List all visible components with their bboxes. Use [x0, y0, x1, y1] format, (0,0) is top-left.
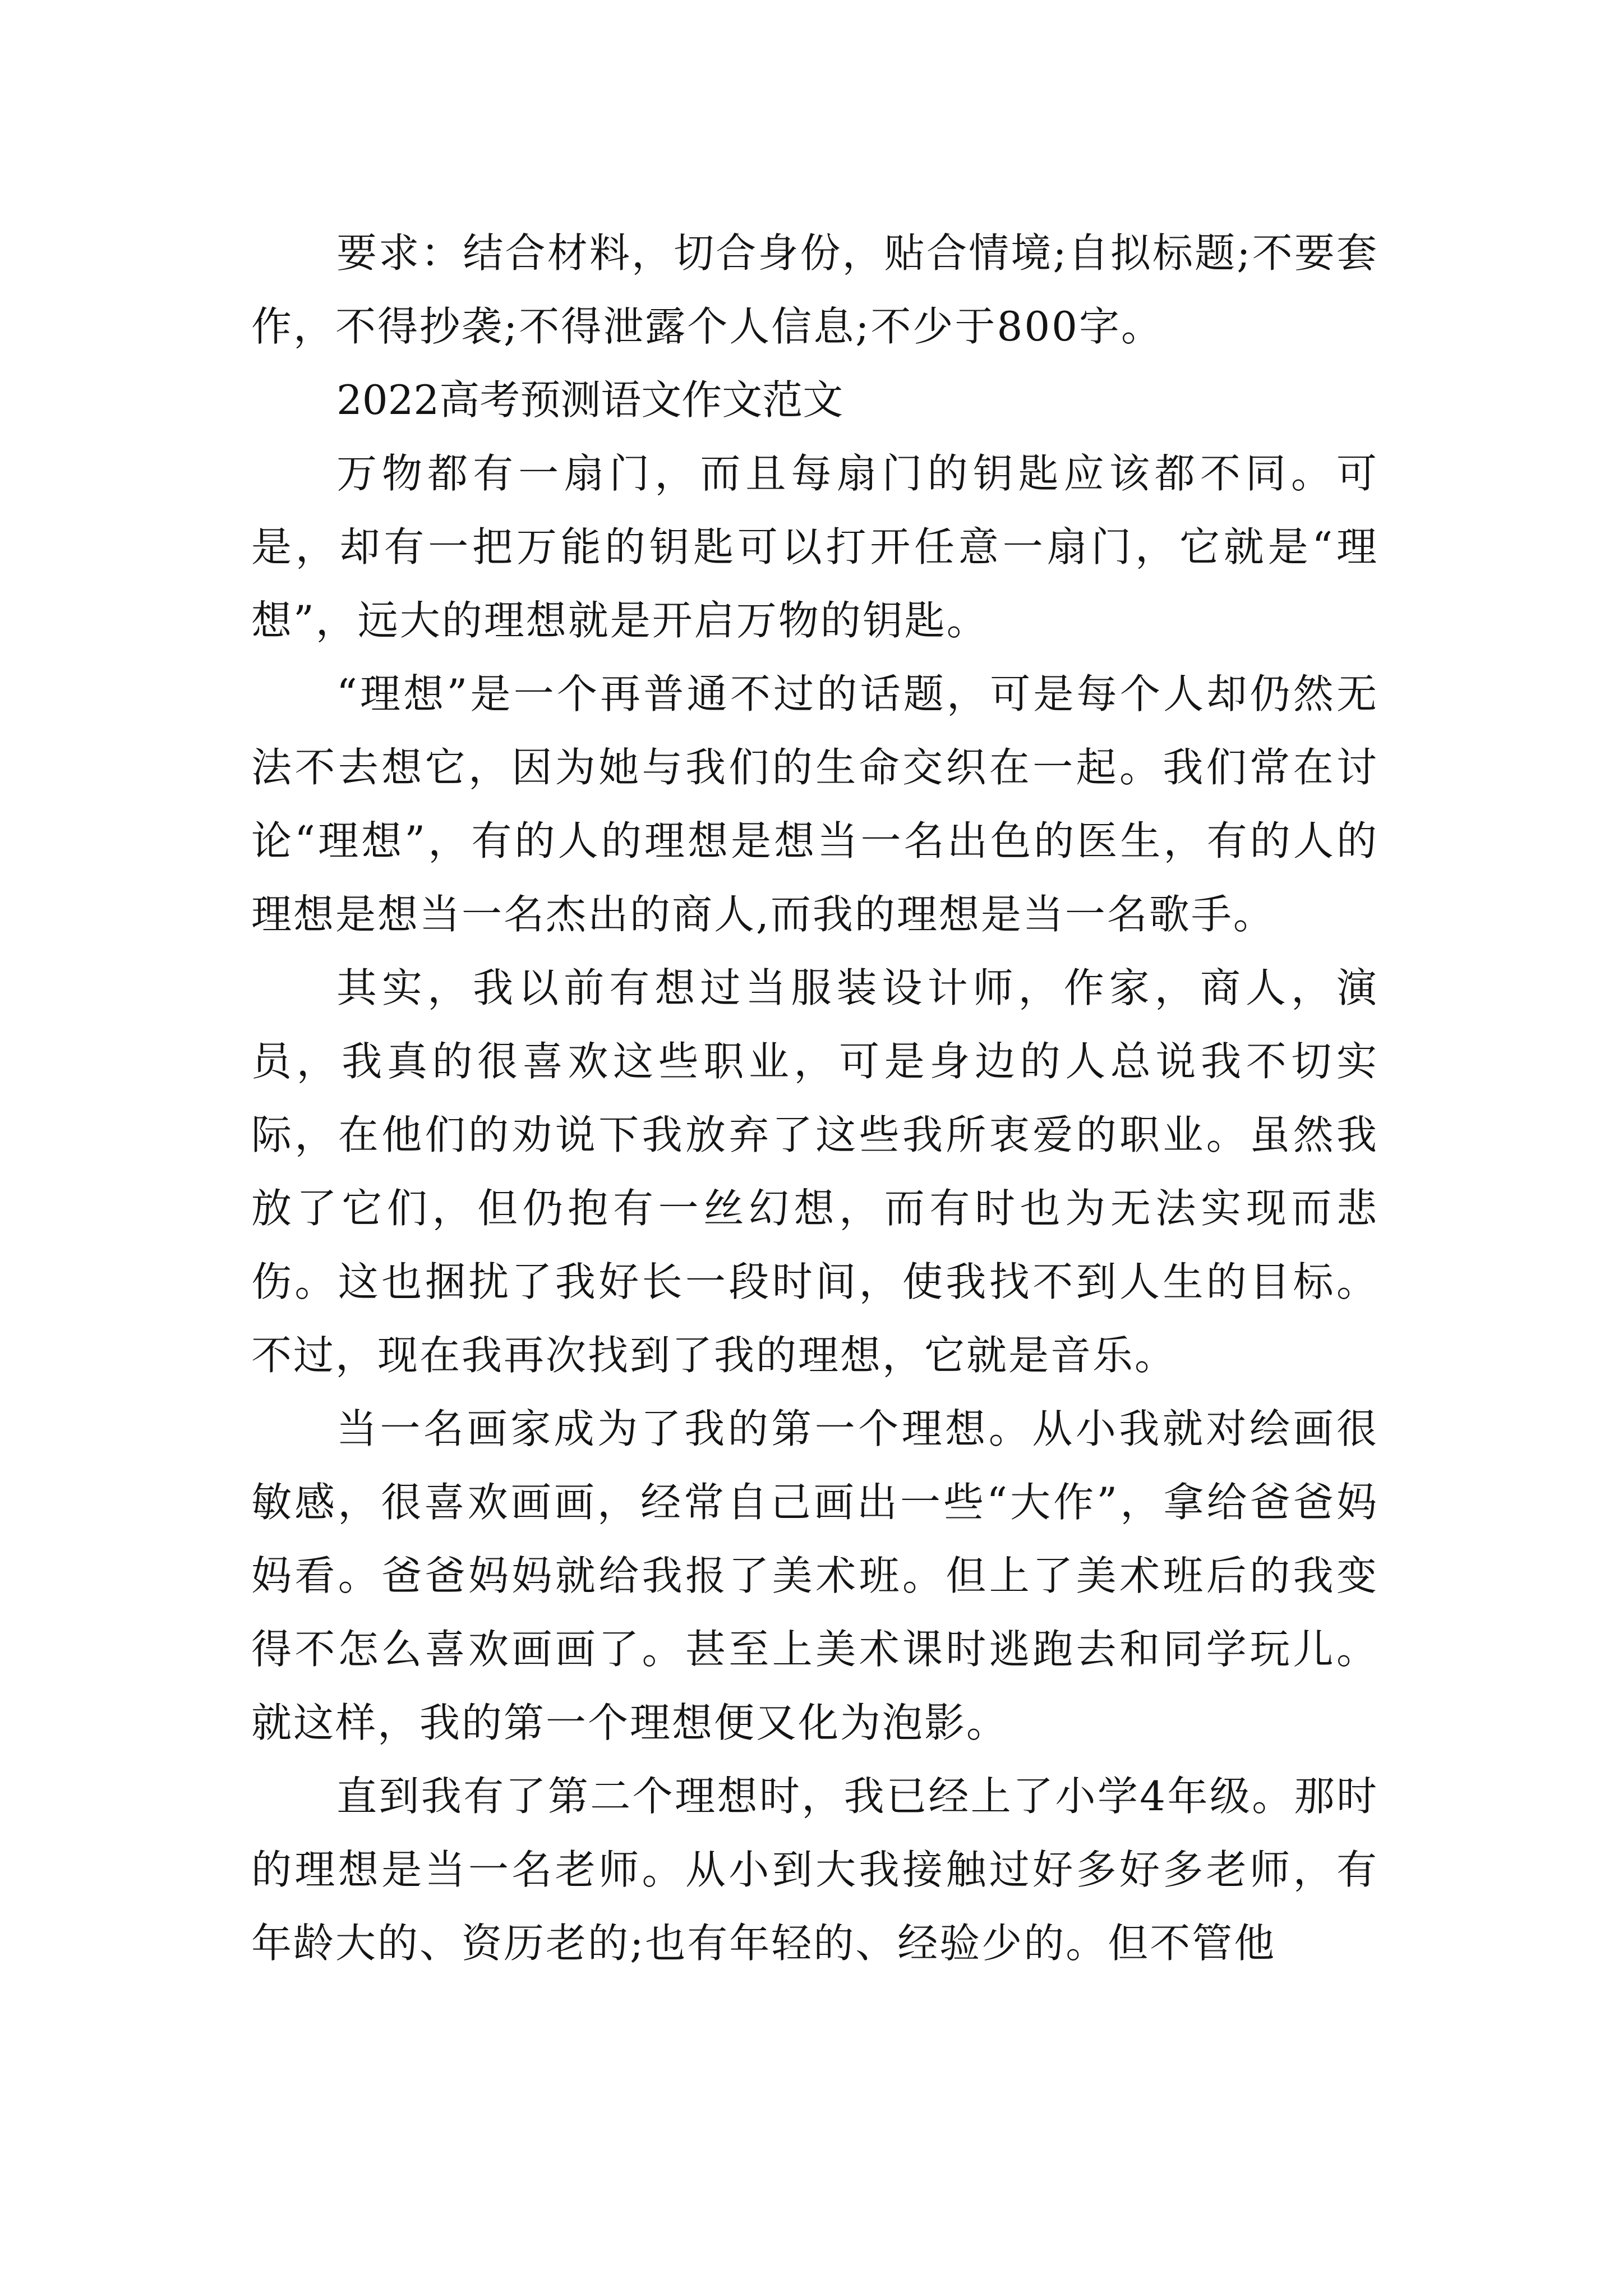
essay-paragraph-1: 万物都有一扇门，而且每扇门的钥匙应该都不同。可是，却有一把万能的钥匙可以打开任意一扇门，它就是“理想”，远大的理想就是开启万物的钥匙。 [251, 450, 1378, 644]
essay-paragraph-3: 其实，我以前有想过当服装设计师，作家，商人，演员，我真的很喜欢这些职业，可是身边的人总说我不切实际，在他们的劝说下我放弃了这些我所衷爱的职业。虽然我放了它们，但仍抱有一丝幻想，而有时也为无法实现而悲伤。这也捆扰了我好长一段时间，使我找不到人生的目标。不过，现在我再次找到了我的理想，它就是音乐。 [251, 964, 1378, 1379]
essay-paragraph-2: “理想”是一个再普通不过的话题，可是每个人却仍然无法不去想它，因为她与我们的生命交织在一起。我们常在讨论“理想”，有的人的理想是想当一名出色的医生，有的人的理想是想当一名杰出的商人,而我的理想是当一名歌手。 [251, 670, 1378, 938]
essay-paragraph-4: 当一名画家成为了我的第一个理想。从小我就对绘画很敏感，很喜欢画画，经常自己画出一些“大作”，拿给爸爸妈妈看。爸爸妈妈就给我报了美术班。但上了美术班后的我变得不怎么喜欢画画了。甚至上美术课时逃跑去和同学玩儿。就这样，我的第一个理想便又化为泡影。 [251, 1405, 1378, 1746]
essay-paragraph-5: 直到我有了第二个理想时，我已经上了小学4年级。那时的理想是当一名老师。从小到大我接触过好多好多老师，有年龄大的、资历老的;也有年轻的、经验少的。但不管他 [251, 1773, 1378, 1967]
essay-title: 2022高考预测语文作文范文 [336, 376, 843, 424]
document-body [251, 217, 1378, 1980]
requirement-paragraph: 要求：结合材料，切合身份，贴合情境;自拟标题;不要套作，不得抄袭;不得泄露个人信息;不少于800字。 [251, 229, 1378, 350]
